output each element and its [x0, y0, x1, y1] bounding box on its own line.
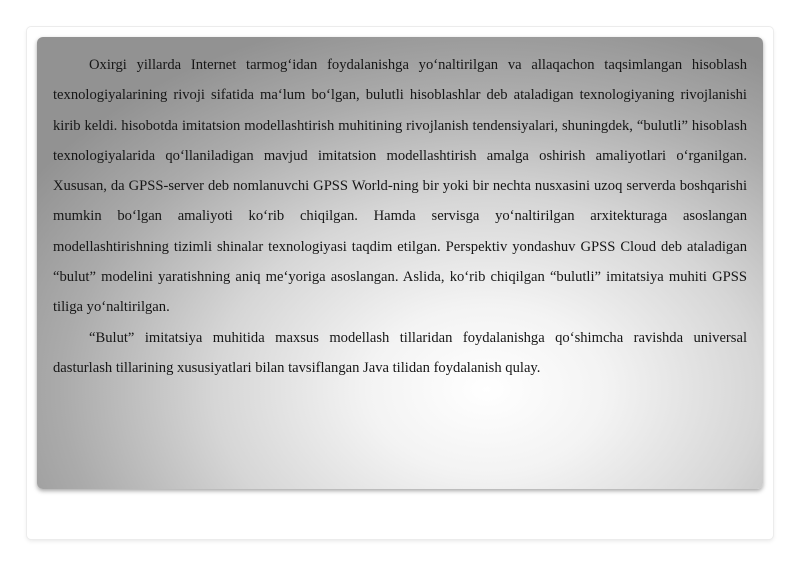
paragraph-1: Oxirgi yillarda Internet tarmog‘idan foydalanishga yo‘naltirilgan va allaqachon taqsimlangan hisoblash texnologiyalarining rivoji sifatida ma‘lum bo‘lgan, bulutli hisoblashlar deb ataladigan texnologiyaning rivojlanishi kirib keldi. hisobotda imitatsion modellashtirish muhitining rivojlanish tendensiyalari, shuningdek, “bulutli” hisoblash texnologiyalarida qo‘llaniladigan mavjud imitatsion modellashtirish amalga oshirish amaliyotlari o‘rganilgan. Xususan, da GPSS-server deb nomlanuvchi GPSS World-ning bir yoki bir nechta nusxasini uzoq serverda boshqarishi mumkin bo‘lgan amaliyoti ko‘rib chiqilgan. Hamda servisga yo‘naltirilgan arxitekturaga asoslangan modellashtirishning tizimli shinalar texnologiyasi taqdim etilgan. Perspektiv yondashuv GPSS Cloud deb ataladigan “bulut” modelini yaratishning aniq me‘yoriga asoslangan. Aslida, ko‘rib chiqilgan “bulutli” imitatsiya muhiti GPSS tiliga yo‘naltirilgan.: [53, 57, 747, 316]
slide-frame: [27, 27, 773, 539]
paragraph-2: “Bulut” imitatsiya muhitida maxsus modellash tillaridan foydalanishga qo‘shimcha ravishda universal dasturlash tillarining xususiyatlari bilan tavsiflangan Java tilidan foydalanish qulay.: [53, 329, 747, 376]
content-panel: [37, 37, 763, 489]
